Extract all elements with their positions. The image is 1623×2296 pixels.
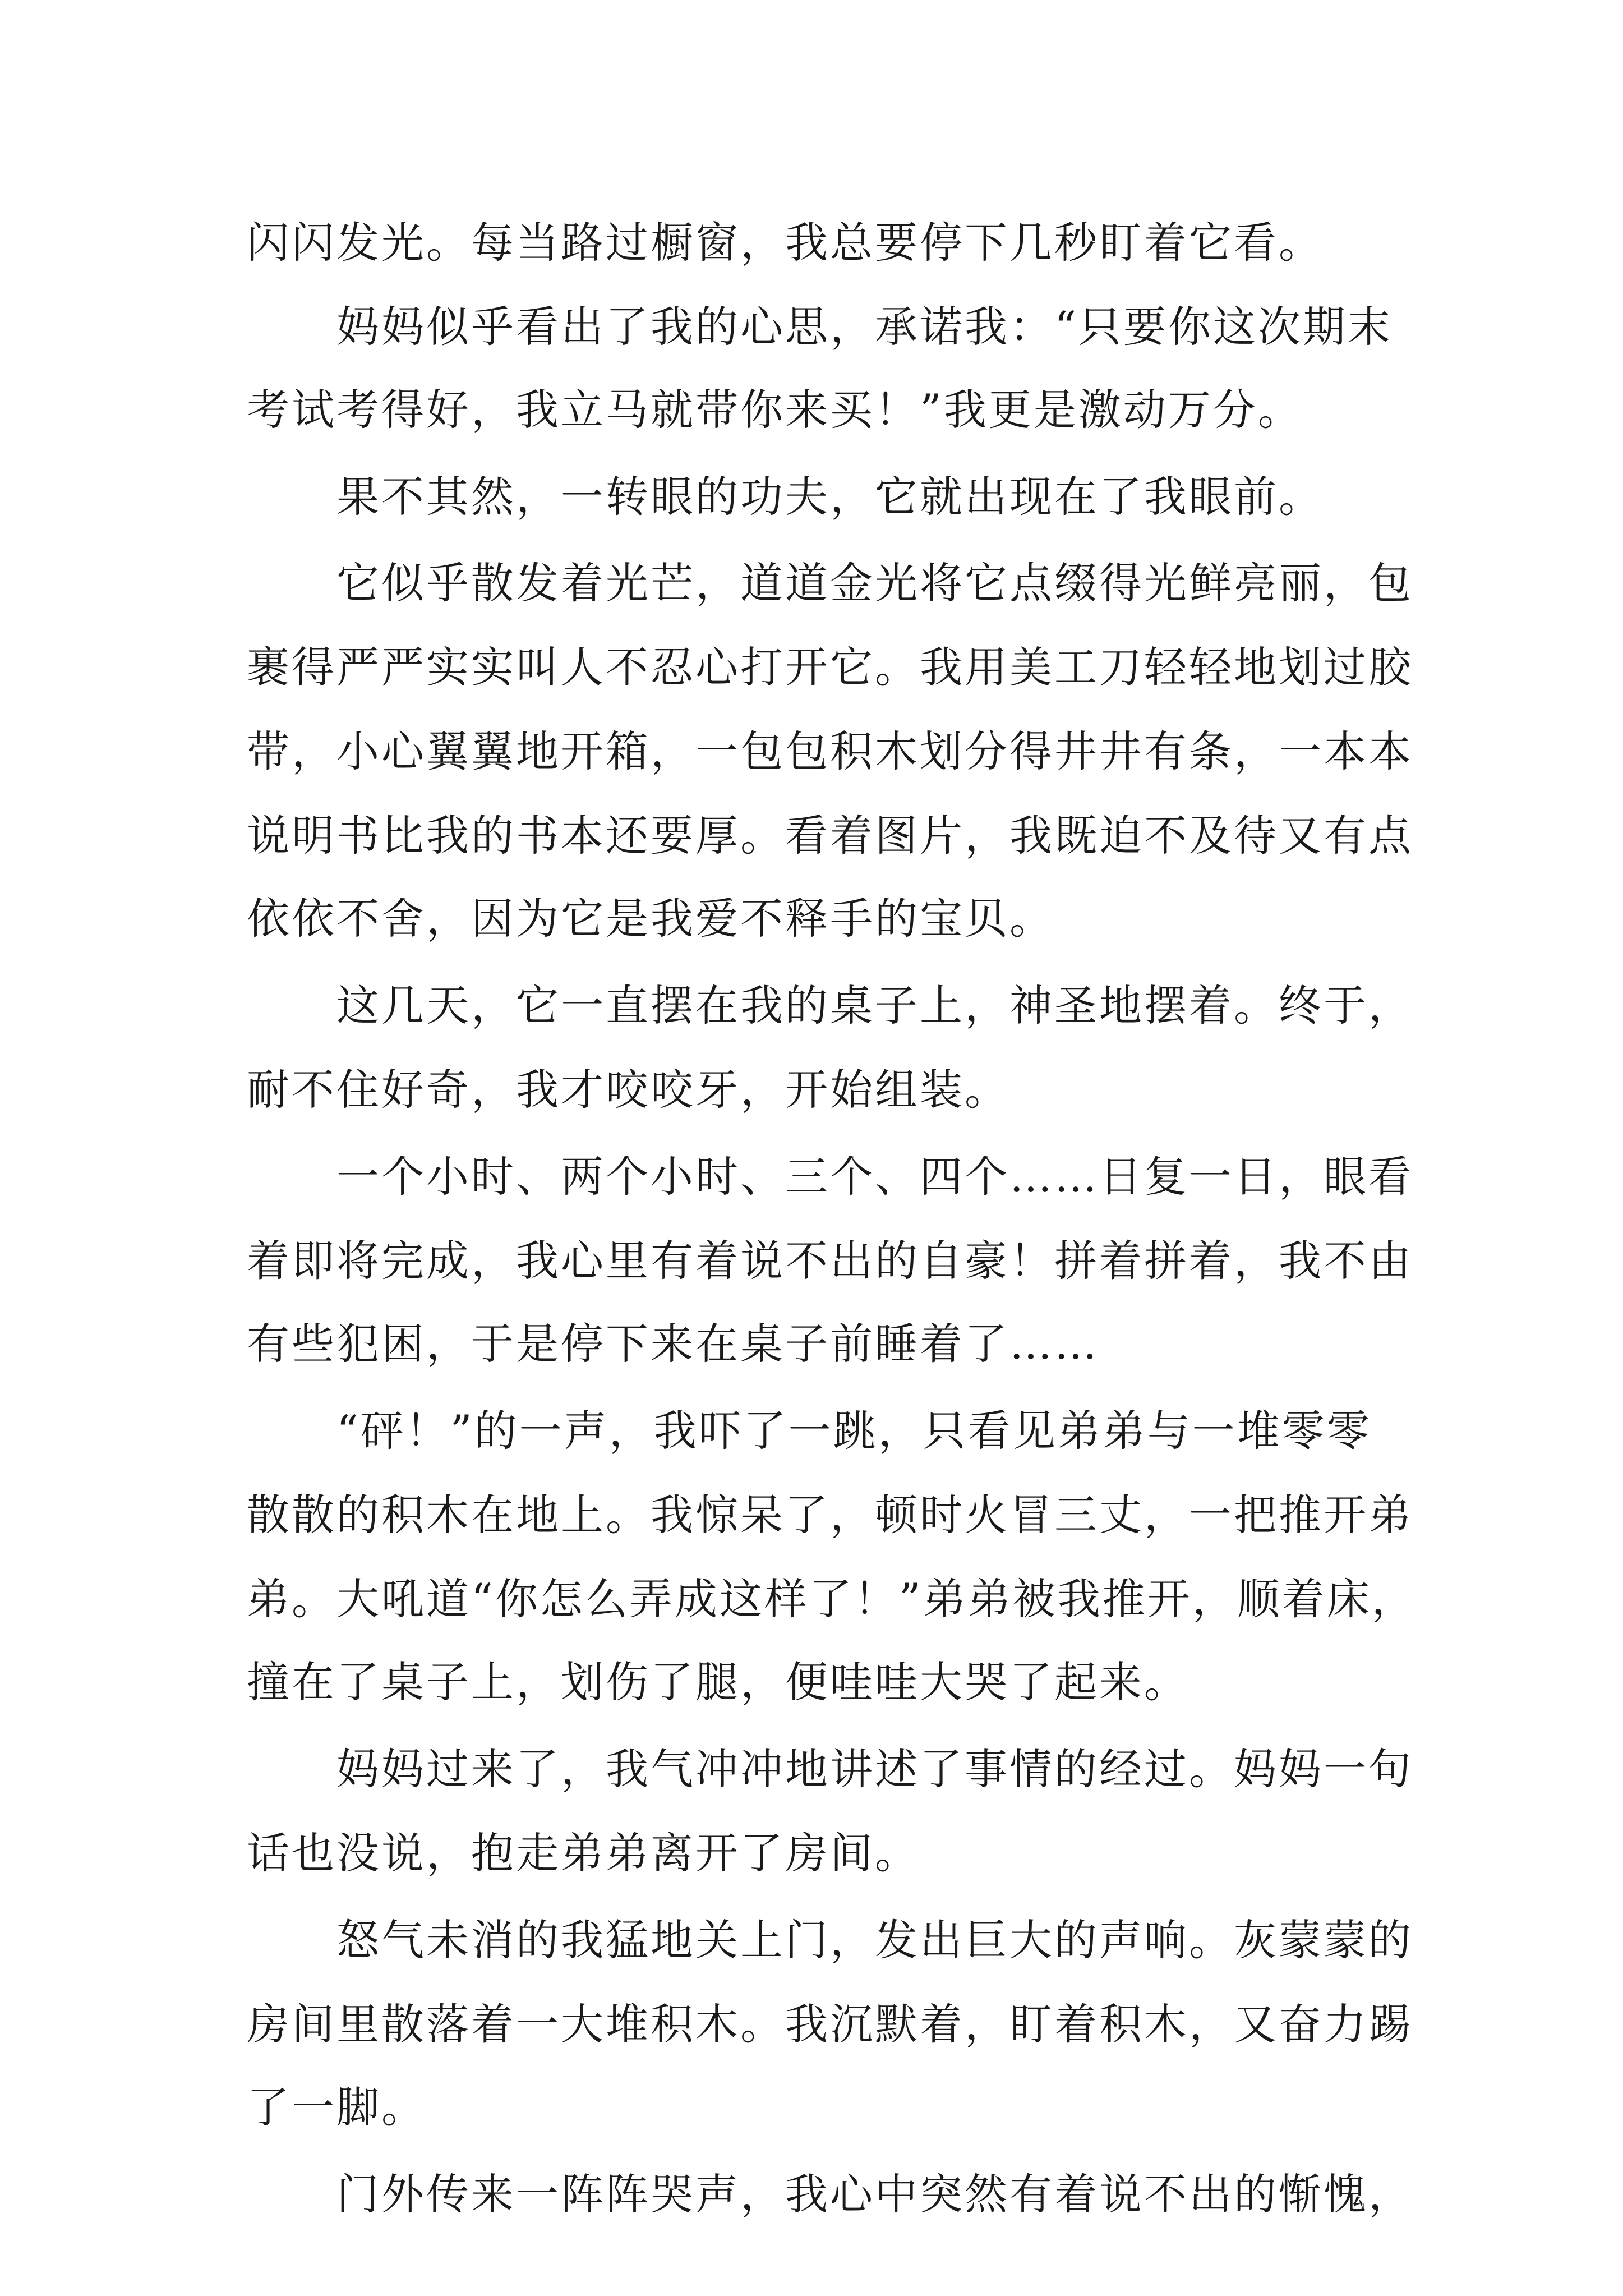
text-line: 妈妈似乎看出了我的心思，承诺我：“只要你这次期末 bbox=[247, 302, 1393, 352]
text-line: 裹得严严实实叫人不忍心打开它。我用美工刀轻轻地划过胶 bbox=[247, 642, 1413, 692]
text-line: 散散的积木在地上。我惊呆了，顿时火冒三丈，一把推开弟 bbox=[247, 1490, 1413, 1540]
text-line: 了一脚。 bbox=[247, 2082, 426, 2132]
text-line: 话也没说，抱走弟弟离开了房间。 bbox=[247, 1828, 920, 1878]
text-line: 耐不住好奇，我才咬咬牙，开始组装。 bbox=[247, 1065, 1009, 1115]
text-line: 弟。大吼道“你怎么弄成这样了！”弟弟被我推开，顺着床， bbox=[247, 1574, 1417, 1624]
text-line: 怒气未消的我猛地关上门，发出巨大的声响。灰蒙蒙的 bbox=[247, 1915, 1413, 1965]
text-line: 门外传来一阵阵哭声，我心中突然有着说不出的惭愧， bbox=[247, 2169, 1413, 2219]
text-line: 撞在了桌子上，划伤了腿，便哇哇大哭了起来。 bbox=[247, 1657, 1189, 1707]
text-line: 果不其然，一转眼的功夫，它就出现在了我眼前。 bbox=[247, 472, 1324, 522]
text-line: 房间里散落着一大堆积木。我沉默着，盯着积木，又奋力踢 bbox=[247, 1999, 1413, 2049]
text-line: “砰！”的一声，我吓了一跳，只看见弟弟与一堆零零 bbox=[247, 1406, 1372, 1456]
text-line: 带，小心翼翼地开箱，一包包积木划分得井井有条，一本本 bbox=[247, 726, 1413, 776]
text-line: 着即将完成，我心里有着说不出的自豪！拼着拼着，我不由 bbox=[247, 1236, 1413, 1286]
text-line: 说明书比我的书本还要厚。看着图片，我既迫不及待又有点 bbox=[247, 811, 1413, 861]
text-line: 依依不舍，因为它是我爱不释手的宝贝。 bbox=[247, 894, 1054, 944]
text-line: 这几天，它一直摆在我的桌子上，神圣地摆着。终于， bbox=[247, 981, 1413, 1030]
text-line: 它似乎散发着光芒，道道金光将它点缀得光鲜亮丽，包 bbox=[247, 558, 1413, 608]
text-line: 妈妈过来了，我气冲冲地讲述了事情的经过。妈妈一句 bbox=[247, 1744, 1413, 1794]
text-line: 有些犯困，于是停下来在桌子前睡着了…… bbox=[247, 1319, 1099, 1369]
text-line: 考试考得好，我立马就带你来买！”我更是激动万分。 bbox=[247, 385, 1303, 435]
text-line: 闪闪发光。每当路过橱窗，我总要停下几秒盯着它看。 bbox=[247, 218, 1324, 268]
text-line: 一个小时、两个小时、三个、四个……日复一日，眼看 bbox=[247, 1152, 1413, 1202]
